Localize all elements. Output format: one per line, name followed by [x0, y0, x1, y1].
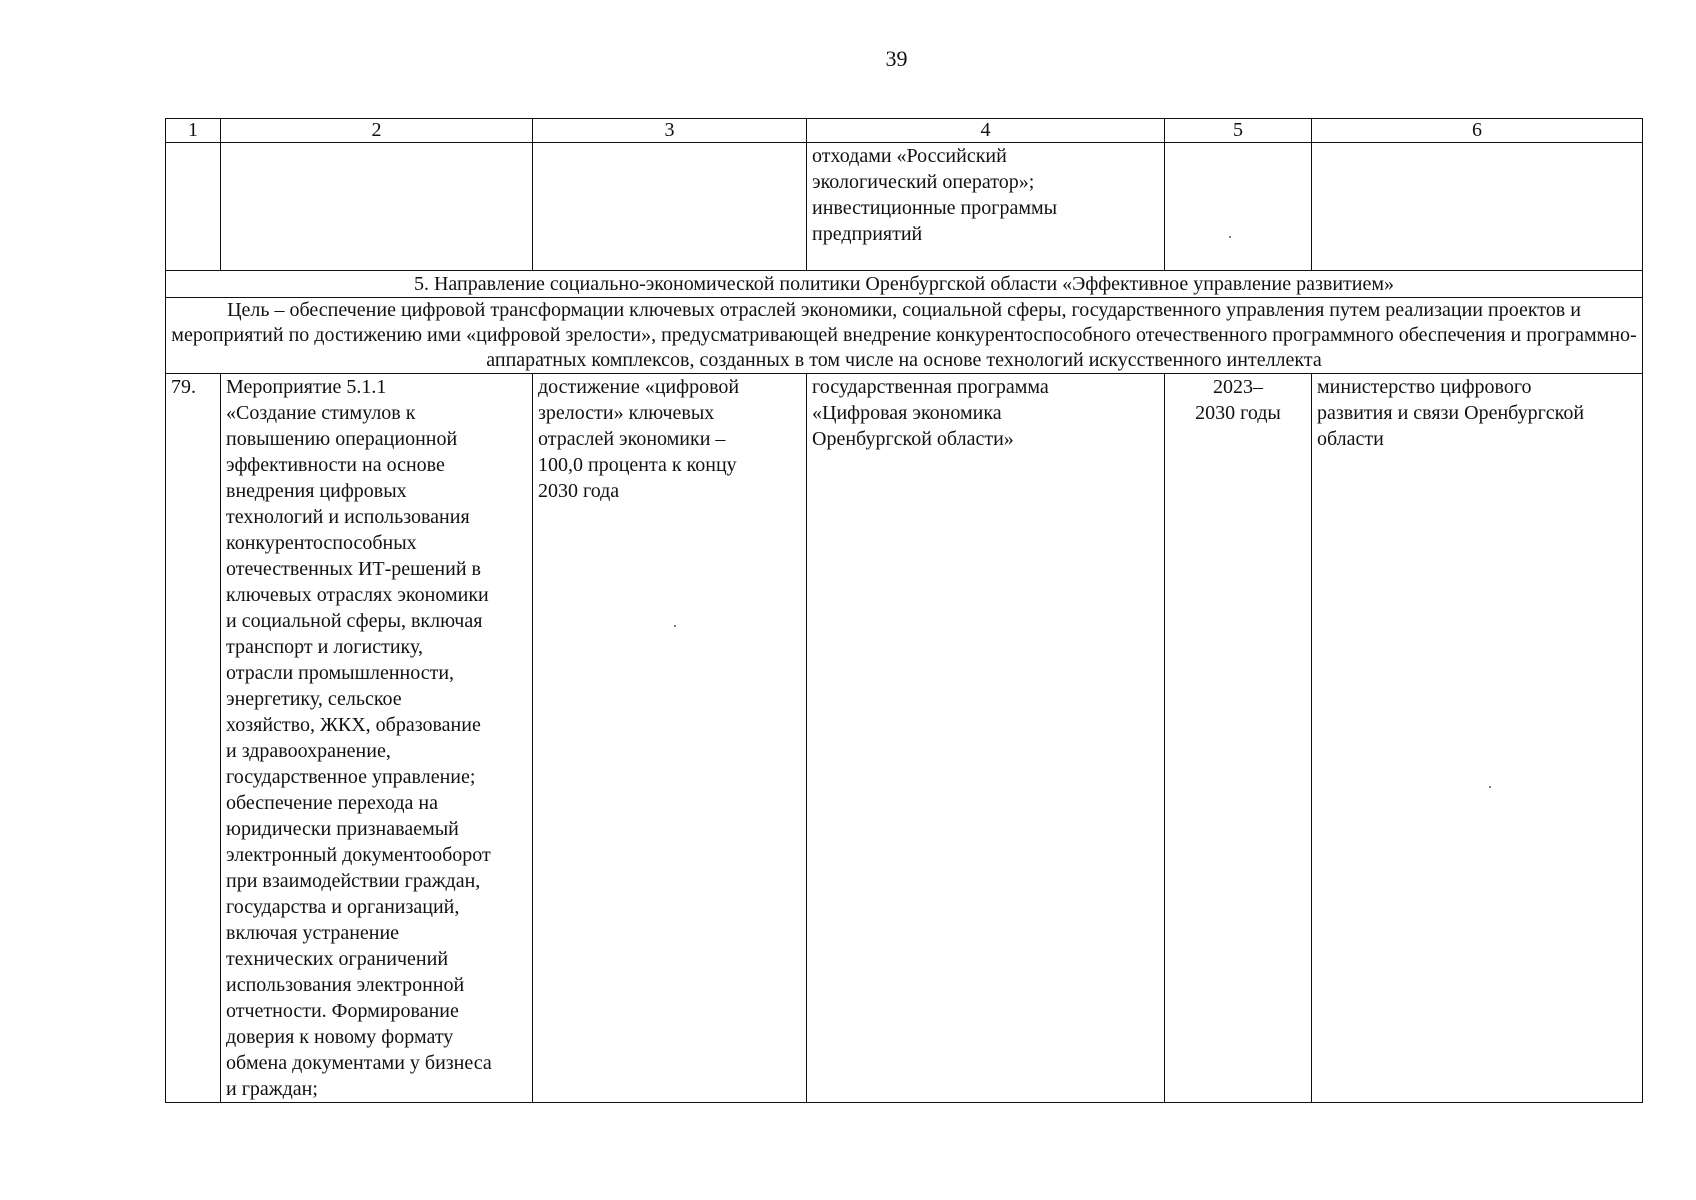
scan-speck	[674, 625, 676, 627]
row-number: 79.	[166, 374, 221, 1103]
column-header-2: 2	[221, 119, 533, 143]
scan-speck	[1229, 236, 1231, 238]
measure-cell: Мероприятие 5.1.1 «Создание стимулов к повышению операционной эффективности на основе внедрения цифровых технологий и использования конкурентоспособных отечественных ИТ-решений в ключевых отраслях экономики и социальной сферы, включая транспорт и логистику, отрасли промышленности, энергетику, сельское хозяйство, ЖКХ, образование и здравоохранение, государственное управление; обеспечение перехода на юридически признаваемый электронный документооборот при взаимодействии граждан, государства и организаций, включая устранение технических ограничений использования электронной отчетности. Формирование доверия к новому формату обмена документами у бизнеса и граждан;	[221, 374, 533, 1103]
result-cell: достижение «цифровой зрелости» ключевых отраслей экономики – 100,0 процента к концу 2030 года	[533, 374, 807, 1103]
cont-cell-1	[166, 143, 221, 271]
section-row	[166, 271, 1643, 298]
goal-row	[166, 298, 1643, 374]
column-header-1: 1	[166, 119, 221, 143]
executor-cell: министерство цифрового развития и связи Оренбургской области	[1312, 374, 1643, 1103]
section-title: 5. Направление социально-экономической политики Оренбургской области «Эффективное управление развитием»	[166, 271, 1643, 298]
goal-text: Цель – обеспечение цифровой трансформации ключевых отраслей экономики, социальной сферы, государственного управления путем реализации проектов и мероприятий по достижению ими «цифровой зрелости», предусматривающей внедрение конкурентоспособного отечественного программного обеспечения и программно-аппаратных комплексов, созданных в том числе на основе технологий искусственного интеллекта	[166, 298, 1643, 374]
column-header-5: 5	[1165, 119, 1312, 143]
continuation-row	[166, 143, 1643, 271]
table-row	[166, 374, 1643, 1103]
scan-speck	[1489, 786, 1491, 788]
period-cell: 2023– 2030 годы	[1165, 374, 1312, 1103]
measures-table	[165, 118, 1643, 1103]
column-header-4: 4	[807, 119, 1165, 143]
cont-cell-2	[221, 143, 533, 271]
column-number-row	[166, 119, 1643, 143]
cont-cell-4: отходами «Российский экологический оператор»; инвестиционные программы предприятий	[807, 143, 1165, 271]
program-cell: государственная программа «Цифровая экономика Оренбургской области»	[807, 374, 1165, 1103]
column-header-3: 3	[533, 119, 807, 143]
cont-cell-6	[1312, 143, 1643, 271]
column-header-6: 6	[1312, 119, 1643, 143]
cont-cell-3	[533, 143, 807, 271]
page-number: 39	[885, 46, 908, 71]
cont-cell-5	[1165, 143, 1312, 271]
